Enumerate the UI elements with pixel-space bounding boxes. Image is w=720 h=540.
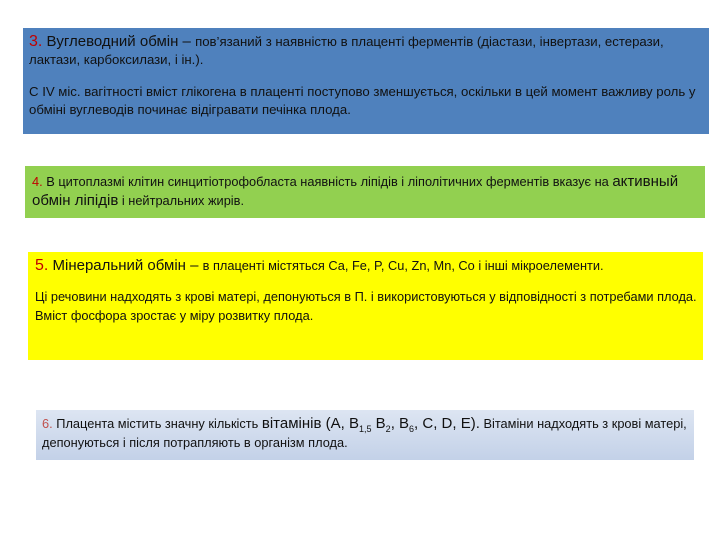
carbohydrate-heading (29, 33, 703, 69)
subscript: 6 (409, 424, 415, 434)
lipid-emphasis: активный обмін ліпідів (32, 173, 679, 209)
item-number: 3. (29, 33, 43, 50)
section-text: в плаценті містяться Са, Fe, P, Cu, Zn, Mn, Co і інші мікроелементи. (202, 258, 604, 273)
section-text: В цитоплазмі клітин синцитіотрофобласта наявність ліпідів і ліполітичних ферментів вказує на (42, 174, 613, 189)
vitamins-emphasis (262, 415, 480, 432)
vitamin-end: , С, D, Е). (414, 415, 480, 432)
vitamins-block (36, 410, 694, 460)
item-number: 6. (42, 416, 53, 431)
section-text: Плацента містить значну кількість (52, 416, 262, 431)
mineral-metabolism-block (28, 252, 703, 360)
vitamin-sep: В (371, 415, 386, 432)
lipid-metabolism-block (25, 166, 705, 218)
mineral-paragraph: Ці речовини надходять з крові матері, депонуються в П. і використовуються у відповідності з потребами плода. Вміст фосфора зростає у міру розвитку плода. (35, 289, 697, 323)
vitamins-paragraph (42, 414, 688, 452)
vitamin-sep: , В (390, 415, 410, 432)
carbohydrate-paragraph: С IV міс. вагітності вміст глікогена в плаценті поступово зменшується, оскільки в цей момент важливу роль у обміні вуглеводів починає відігравати печінка плода. (29, 84, 696, 117)
mineral-heading (35, 256, 697, 275)
lipid-paragraph (32, 172, 699, 210)
item-number: 4. (32, 174, 43, 189)
section-title: Вуглеводний обмін – (42, 33, 196, 50)
section-text: пов’язаний з наявністю в плаценті ферментів (діастази, інвертази, естерази, лактази, карбоксилази, і ін.). (29, 34, 664, 67)
subscript: 2 (385, 424, 391, 434)
vitamins-word: вітамінів (А, В (261, 415, 359, 432)
section-text-end: і нейтральних жирів. (118, 193, 245, 208)
item-number: 5. (35, 257, 49, 274)
section-text-end: Вітаміни надходять з крові матері, депонуються і після потрапляють в організм плода. (42, 416, 687, 450)
subscript: 1,5 (358, 424, 372, 434)
section-title: Мінеральний обмін – (48, 257, 203, 274)
carbohydrate-metabolism-block (23, 28, 709, 134)
